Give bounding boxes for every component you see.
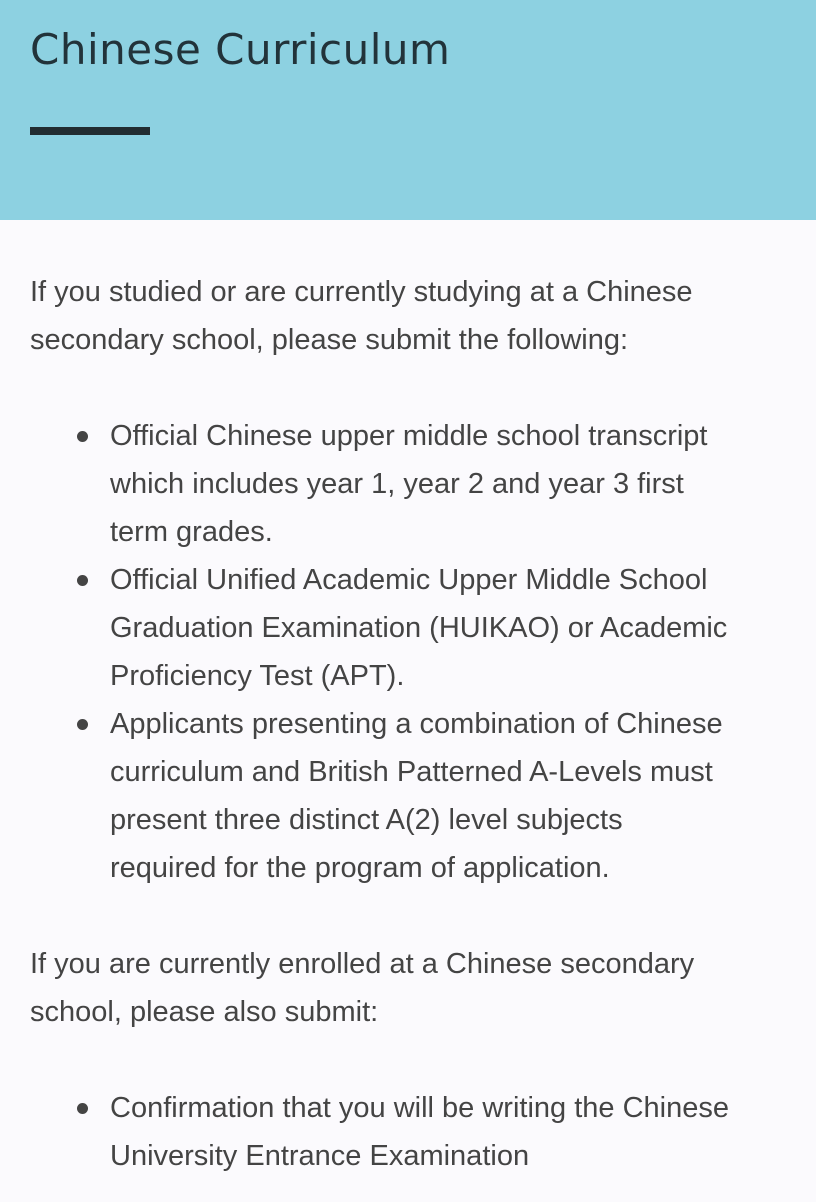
content-body [30,268,800,1180]
bullet-icon [77,1103,88,1114]
header-banner [0,0,816,220]
section-1-requirements-list [30,412,800,892]
intro-line: secondary school, please submit the following: [30,324,629,356]
bullet-icon [77,719,88,730]
section-1-intro [30,268,800,364]
intro-line: school, please also submit: [30,996,379,1028]
section-2-intro [30,940,800,1036]
intro-line: If you are currently enrolled at a Chinese secondary [30,948,695,980]
section-2-requirements-list [30,1084,800,1180]
list-item-line: required for the program of application. [110,852,610,884]
list-item-line: Official Unified Academic Upper Middle School [110,564,708,596]
list-item-line: Confirmation that you will be writing the Chinese [110,1092,729,1124]
list-item [30,556,800,700]
bullet-icon [77,431,88,442]
list-item [30,412,800,556]
list-item-line: University Entrance Examination [110,1140,530,1172]
list-item-line: term grades. [110,516,273,548]
list-item-line: which includes year 1, year 2 and year 3 first [110,468,684,500]
bullet-icon [77,575,88,586]
page-title: Chinese Curriculum [30,25,451,74]
list-item [30,700,800,892]
list-item-line: Proficiency Test (APT). [110,660,405,692]
list-item-line: Official Chinese upper middle school transcript [110,420,708,452]
title-underline [30,127,150,135]
intro-line: If you studied or are currently studying at a Chinese [30,276,693,308]
list-item-line: curriculum and British Patterned A-Levels must [110,756,713,788]
list-item-line: Graduation Examination (HUIKAO) or Academic [110,612,728,644]
list-item-line: present three distinct A(2) level subjects [110,804,623,836]
list-item-line: Applicants presenting a combination of Chinese [110,708,723,740]
list-item [30,1084,800,1180]
